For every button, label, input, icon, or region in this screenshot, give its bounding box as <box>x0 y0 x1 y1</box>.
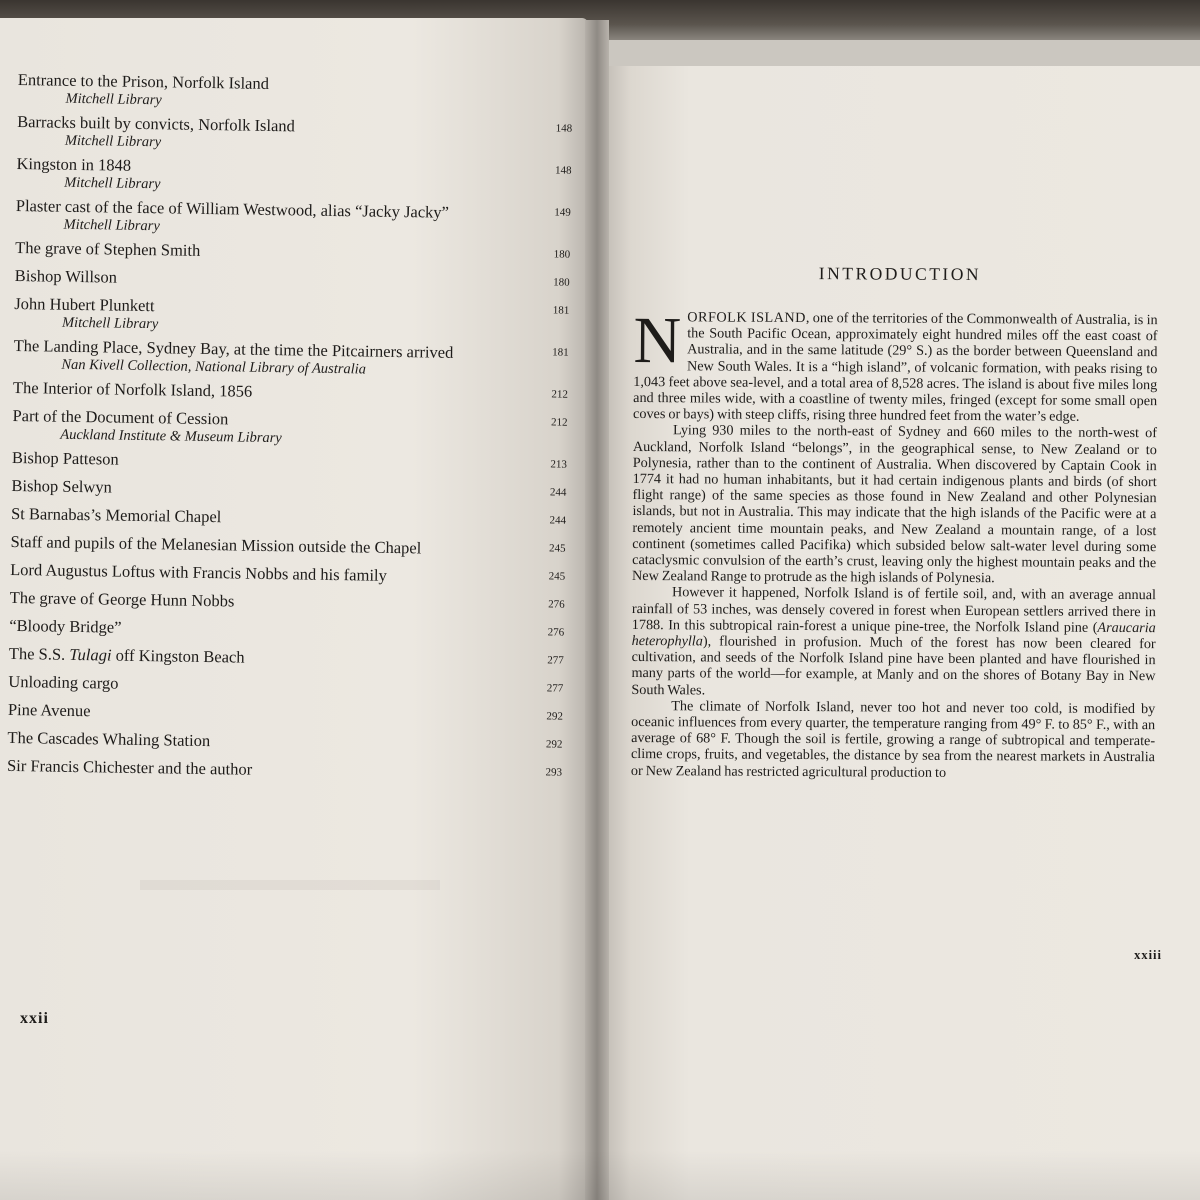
ship-name: Tulagi <box>69 644 112 665</box>
illustration-entry <box>13 378 568 407</box>
illustration-entry <box>12 406 568 452</box>
illustration-title: Bishop Willson <box>14 265 118 287</box>
illustration-entry <box>13 336 569 382</box>
illustration-entry <box>15 266 570 295</box>
illustration-entry <box>9 644 564 673</box>
illustration-entry <box>8 672 563 701</box>
illustration-page-number: 181 <box>552 346 569 359</box>
illustration-page-number: 293 <box>545 766 563 779</box>
illustration-entry <box>10 532 565 561</box>
illustration-title: Plaster cast of the face of William Westwood, alias “Jacky Jacky” <box>15 195 450 222</box>
illustration-title: Lord Augustus Loftus with Francis Nobbs and his family <box>10 559 387 585</box>
illustration-page-number: 180 <box>553 276 570 289</box>
illustration-page-number: 244 <box>549 486 567 499</box>
illustration-page-number: 181 <box>552 304 570 317</box>
illustration-title: The Cascades Whaling Station <box>7 727 211 751</box>
illustration-entry <box>16 154 572 200</box>
drop-cap: N <box>633 303 682 378</box>
illustration-title: Unloading cargo <box>8 671 119 693</box>
illustration-entry <box>11 504 566 533</box>
illustration-entry <box>11 476 566 505</box>
illustration-title: Barracks built by convicts, Norfolk Island <box>17 111 296 136</box>
illustration-title: Pine Avenue <box>7 699 91 721</box>
illustration-entry <box>12 448 567 477</box>
section-heading: INTRODUCTION <box>818 263 982 285</box>
illustration-title: The Interior of Norfolk Island, 1856 <box>12 377 253 401</box>
illustration-entry <box>15 196 571 242</box>
illustration-page-number: 292 <box>546 710 564 723</box>
illustration-credit: Auckland Institute & Museum Library <box>60 426 282 447</box>
paragraph-1-text: , one of the territories of the Commonwealth of Australia, is in the South Pacific Ocean, approximately eight hundred miles off the east coast of Australia, and in the same latitude (29° S.) as the border between Queensland and New South Wales. It is a “high island”, of volcanic formation, with peaks rising to 1,043 feet above sea-level, and a total area of 8,528 acres. The island is about five miles long and three miles wide, with a coastline of twenty miles, fringed (except for some small open coves or bays) with steep cliffs, rising three hundred feet from the water’s edge. <box>633 310 1158 425</box>
illustration-credit: Mitchell Library <box>65 90 162 109</box>
illustration-title: St Barnabas’s Memorial Chapel <box>10 503 222 527</box>
illustration-title: Sir Francis Chichester and the author <box>6 755 253 779</box>
illustrations-list <box>7 70 573 793</box>
page-number-right: xxiii <box>1134 948 1162 962</box>
illustration-entry <box>8 700 563 729</box>
illustration-title: The grave of Stephen Smith <box>15 237 201 260</box>
illustration-title: Staff and pupils of the Melanesian Mission outside the Chapel <box>10 531 422 558</box>
botanical-name: Araucaria heterophylla <box>631 619 1156 650</box>
book-gutter <box>585 20 609 1200</box>
illustration-title: The S.S. Tulagi off Kingston Beach <box>8 643 245 667</box>
illustration-entry <box>14 294 570 340</box>
illustration-page-number: 245 <box>548 570 566 583</box>
illustration-entry <box>10 588 565 617</box>
illustration-page-number: 276 <box>547 626 565 639</box>
paragraph-4: The climate of Norfolk Island, never too hot and never too cold, is modified by oceanic influences from every quarter, the temperature ranging from 49° F. to 85° F., with an average of 68° F. Though the soil is fertile, growing a range of subtropical and temperate-clime crops, fruits, and vegetables, the distance by sea from the nearest markets in Australia or New Zealand has restricted agricultural production to <box>630 698 1156 781</box>
illustration-title: Part of the Document of Cession <box>12 405 229 429</box>
illustration-page-number: 292 <box>545 738 563 751</box>
illustration-page-number: 277 <box>546 682 564 695</box>
illustration-page-number: 244 <box>549 514 567 527</box>
illustration-title: John Hubert Plunkett <box>14 293 155 316</box>
page-number-left: xxii <box>20 1010 49 1027</box>
paragraph-3: However it happened, Norfolk Island is of fertile soil, and, with an average annual rainfall of 53 inches, was densely covered in forest when European settlers arrived there in 1788. In this subtropical rain-forest a unique pine-tree, the Norfolk Island pine (Araucaria heterophylla), flourished in profusion. Much of the forest has now been cleared for cultivation, and seeds of the Norfolk Island pine have been planted and have flourished in many parts of the world—for example, at Manly and on the shores of Botany Bay in New South Wales. <box>631 584 1157 699</box>
paragraph-1 <box>633 303 1158 426</box>
illustration-entry <box>17 70 573 116</box>
introduction-section <box>631 262 1158 782</box>
illustration-credit: Nan Kivell Collection, National Library of Australia <box>61 356 367 378</box>
illustration-credit: Mitchell Library <box>61 314 159 333</box>
illustration-page-number: 212 <box>550 416 568 429</box>
illustration-credit: Mitchell Library <box>64 132 162 151</box>
illustration-title: Bishop Selwyn <box>11 475 113 497</box>
illustration-entry <box>17 112 573 158</box>
illustration-title: Bishop Patteson <box>11 447 119 469</box>
illustration-credit: Mitchell Library <box>63 216 160 235</box>
illustration-title: “Bloody Bridge” <box>9 615 122 637</box>
illustration-title: Entrance to the Prison, Norfolk Island <box>17 70 270 93</box>
illustration-entry <box>7 728 562 757</box>
illustration-page-number: 148 <box>555 122 573 135</box>
illustration-page-number: 277 <box>547 654 564 667</box>
illustration-entry <box>15 238 570 267</box>
illustration-page-number: 276 <box>548 598 565 611</box>
illustration-credit: Mitchell Library <box>64 174 161 193</box>
illustration-entry <box>7 756 562 785</box>
illustration-title: The Landing Place, Sydney Bay, at the time the Pitcairners arrived <box>13 335 454 362</box>
illustration-page-number: 245 <box>548 542 566 555</box>
opening-small-caps: ORFOLK ISLAND <box>687 309 806 327</box>
illustration-title: Kingston in 1848 <box>16 153 132 175</box>
illustration-page-number: 180 <box>553 248 571 261</box>
illustration-page-number: 212 <box>551 388 569 401</box>
illustration-page-number: 213 <box>550 458 567 471</box>
illustration-entry <box>10 560 565 589</box>
illustration-page-number: 148 <box>554 164 572 177</box>
illustration-title: The grave of George Hunn Nobbs <box>9 587 235 611</box>
illustration-entry <box>9 616 564 645</box>
illustration-page-number: 149 <box>554 206 571 219</box>
paragraph-2: Lying 930 miles to the north-east of Sydney and 660 miles to the north-west of Auckland, Norfolk Island “belongs”, in the geographical sense, to New Zealand or to Polynesia, rather than to the continent of Australia. When discovered by Captain Cook in 1774 it had no human inhabitants, but it had certain indigenous plants and birds (of short flight range) of the same species as those found in New Zealand and other Polynesian islands, but not in Australia. This may indicate that the high islands of the Pacific were at a remotely ancient time mountain peaks, and New Zealand a mountain range, of a lost continent (sometimes called Pacifika) which subsided below salt-water level during some cataclysmic convulsion of the earth’s crust, leaving only the highest mountain peaks and the New Zealand Range to protrude as the high islands of Polynesia. <box>632 422 1158 587</box>
